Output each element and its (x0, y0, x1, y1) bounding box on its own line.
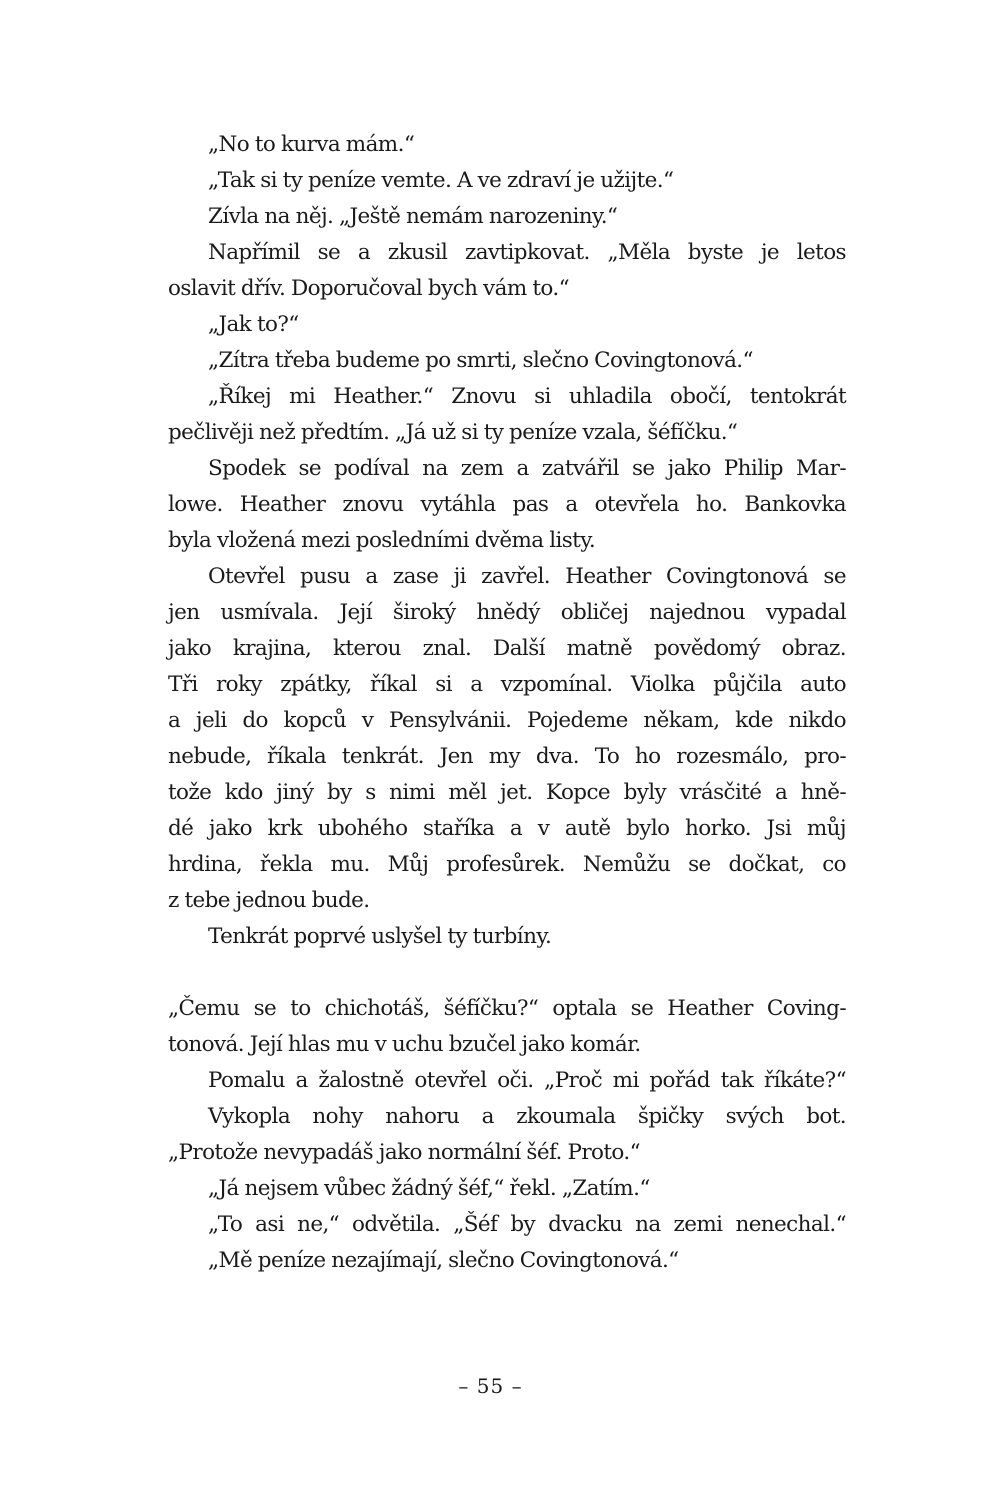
text-line: „Já nejsem vůbec žádný šéf,“ řekl. „Zatím.“ (208, 1176, 650, 1201)
text-line: Napřímil se a zkusil zavtipkovat. „Měla byste je letos (208, 240, 846, 265)
page-number: – 55 – (458, 1374, 523, 1398)
text-line: jako krajina, kterou znal. Další matně povědomý obraz. (168, 636, 846, 661)
text-line: lowe. Heather znovu vytáhla pas a otevřela ho. Bankovka (168, 492, 846, 517)
text-line: pečlivěji než předtím. „Já už si ty peníze vzala, šéfíčku.“ (168, 420, 738, 445)
text-line: „Jak to?“ (208, 312, 299, 337)
text-line: Tři roky zpátky, říkal si a vzpomínal. Violka půjčila auto (168, 672, 846, 697)
text-line: jen usmívala. Její široký hnědý obličej najednou vypadal (168, 600, 846, 625)
text-line: tože kdo jiný by s nimi měl jet. Kopce byly vrásčité a hně- (168, 780, 846, 805)
page-body-text (168, 127, 846, 1279)
text-line: „Protože nevypadáš jako normální šéf. Proto.“ (168, 1140, 641, 1165)
text-line: „Říkej mi Heather.“ Znovu si uhladila obočí, tentokrát (208, 384, 846, 409)
text-line: hrdina, řekla mu. Můj profesůrek. Nemůžu se dočkat, co (168, 852, 846, 877)
text-line: „No to kurva mám.“ (208, 132, 415, 157)
text-line: nebude, říkala tenkrát. Jen my dva. To ho rozesmálo, pro- (168, 744, 846, 769)
text-line: „Zítra třeba budeme po smrti, slečno Covingtonová.“ (208, 348, 753, 373)
text-line: Otevřel pusu a zase ji zavřel. Heather Covingtonová se (208, 564, 846, 589)
text-line: Tenkrát poprvé uslyšel ty turbíny. (208, 924, 552, 949)
text-line: z tebe jednou bude. (168, 888, 370, 913)
text-line: „Tak si ty peníze vemte. A ve zdraví je užijte.“ (208, 168, 674, 193)
section-break (168, 955, 846, 991)
text-line: Vykopla nohy nahoru a zkoumala špičky svých bot. (208, 1104, 846, 1129)
text-line: Pomalu a žalostně otevřel oči. „Proč mi pořád tak říkáte?“ (208, 1068, 846, 1093)
text-line: Zívla na něj. „Ještě nemám narozeniny.“ (208, 204, 618, 229)
text-line: „To asi ne,“ odvětila. „Šéf by dvacku na zemi nenechal.“ (208, 1212, 846, 1237)
text-line: Spodek se podíval na zem a zatvářil se jako Philip Mar- (208, 456, 846, 481)
text-line: dé jako krk ubohého staříka a v autě bylo horko. Jsi můj (168, 816, 846, 841)
text-line: oslavit dřív. Doporučoval bych vám to.“ (168, 276, 569, 301)
text-line: tonová. Její hlas mu v uchu bzučel jako komár. (168, 1032, 641, 1057)
text-line: „Čemu se to chichotáš, šéfíčku?“ optala se Heather Coving- (168, 996, 846, 1021)
text-line: a jeli do kopců v Pensylvánii. Pojedeme někam, kde nikdo (168, 708, 846, 733)
text-line: byla vložená mezi posledními dvěma listy. (168, 528, 596, 553)
text-line: „Mě peníze nezajímají, slečno Covingtonová.“ (208, 1248, 679, 1273)
